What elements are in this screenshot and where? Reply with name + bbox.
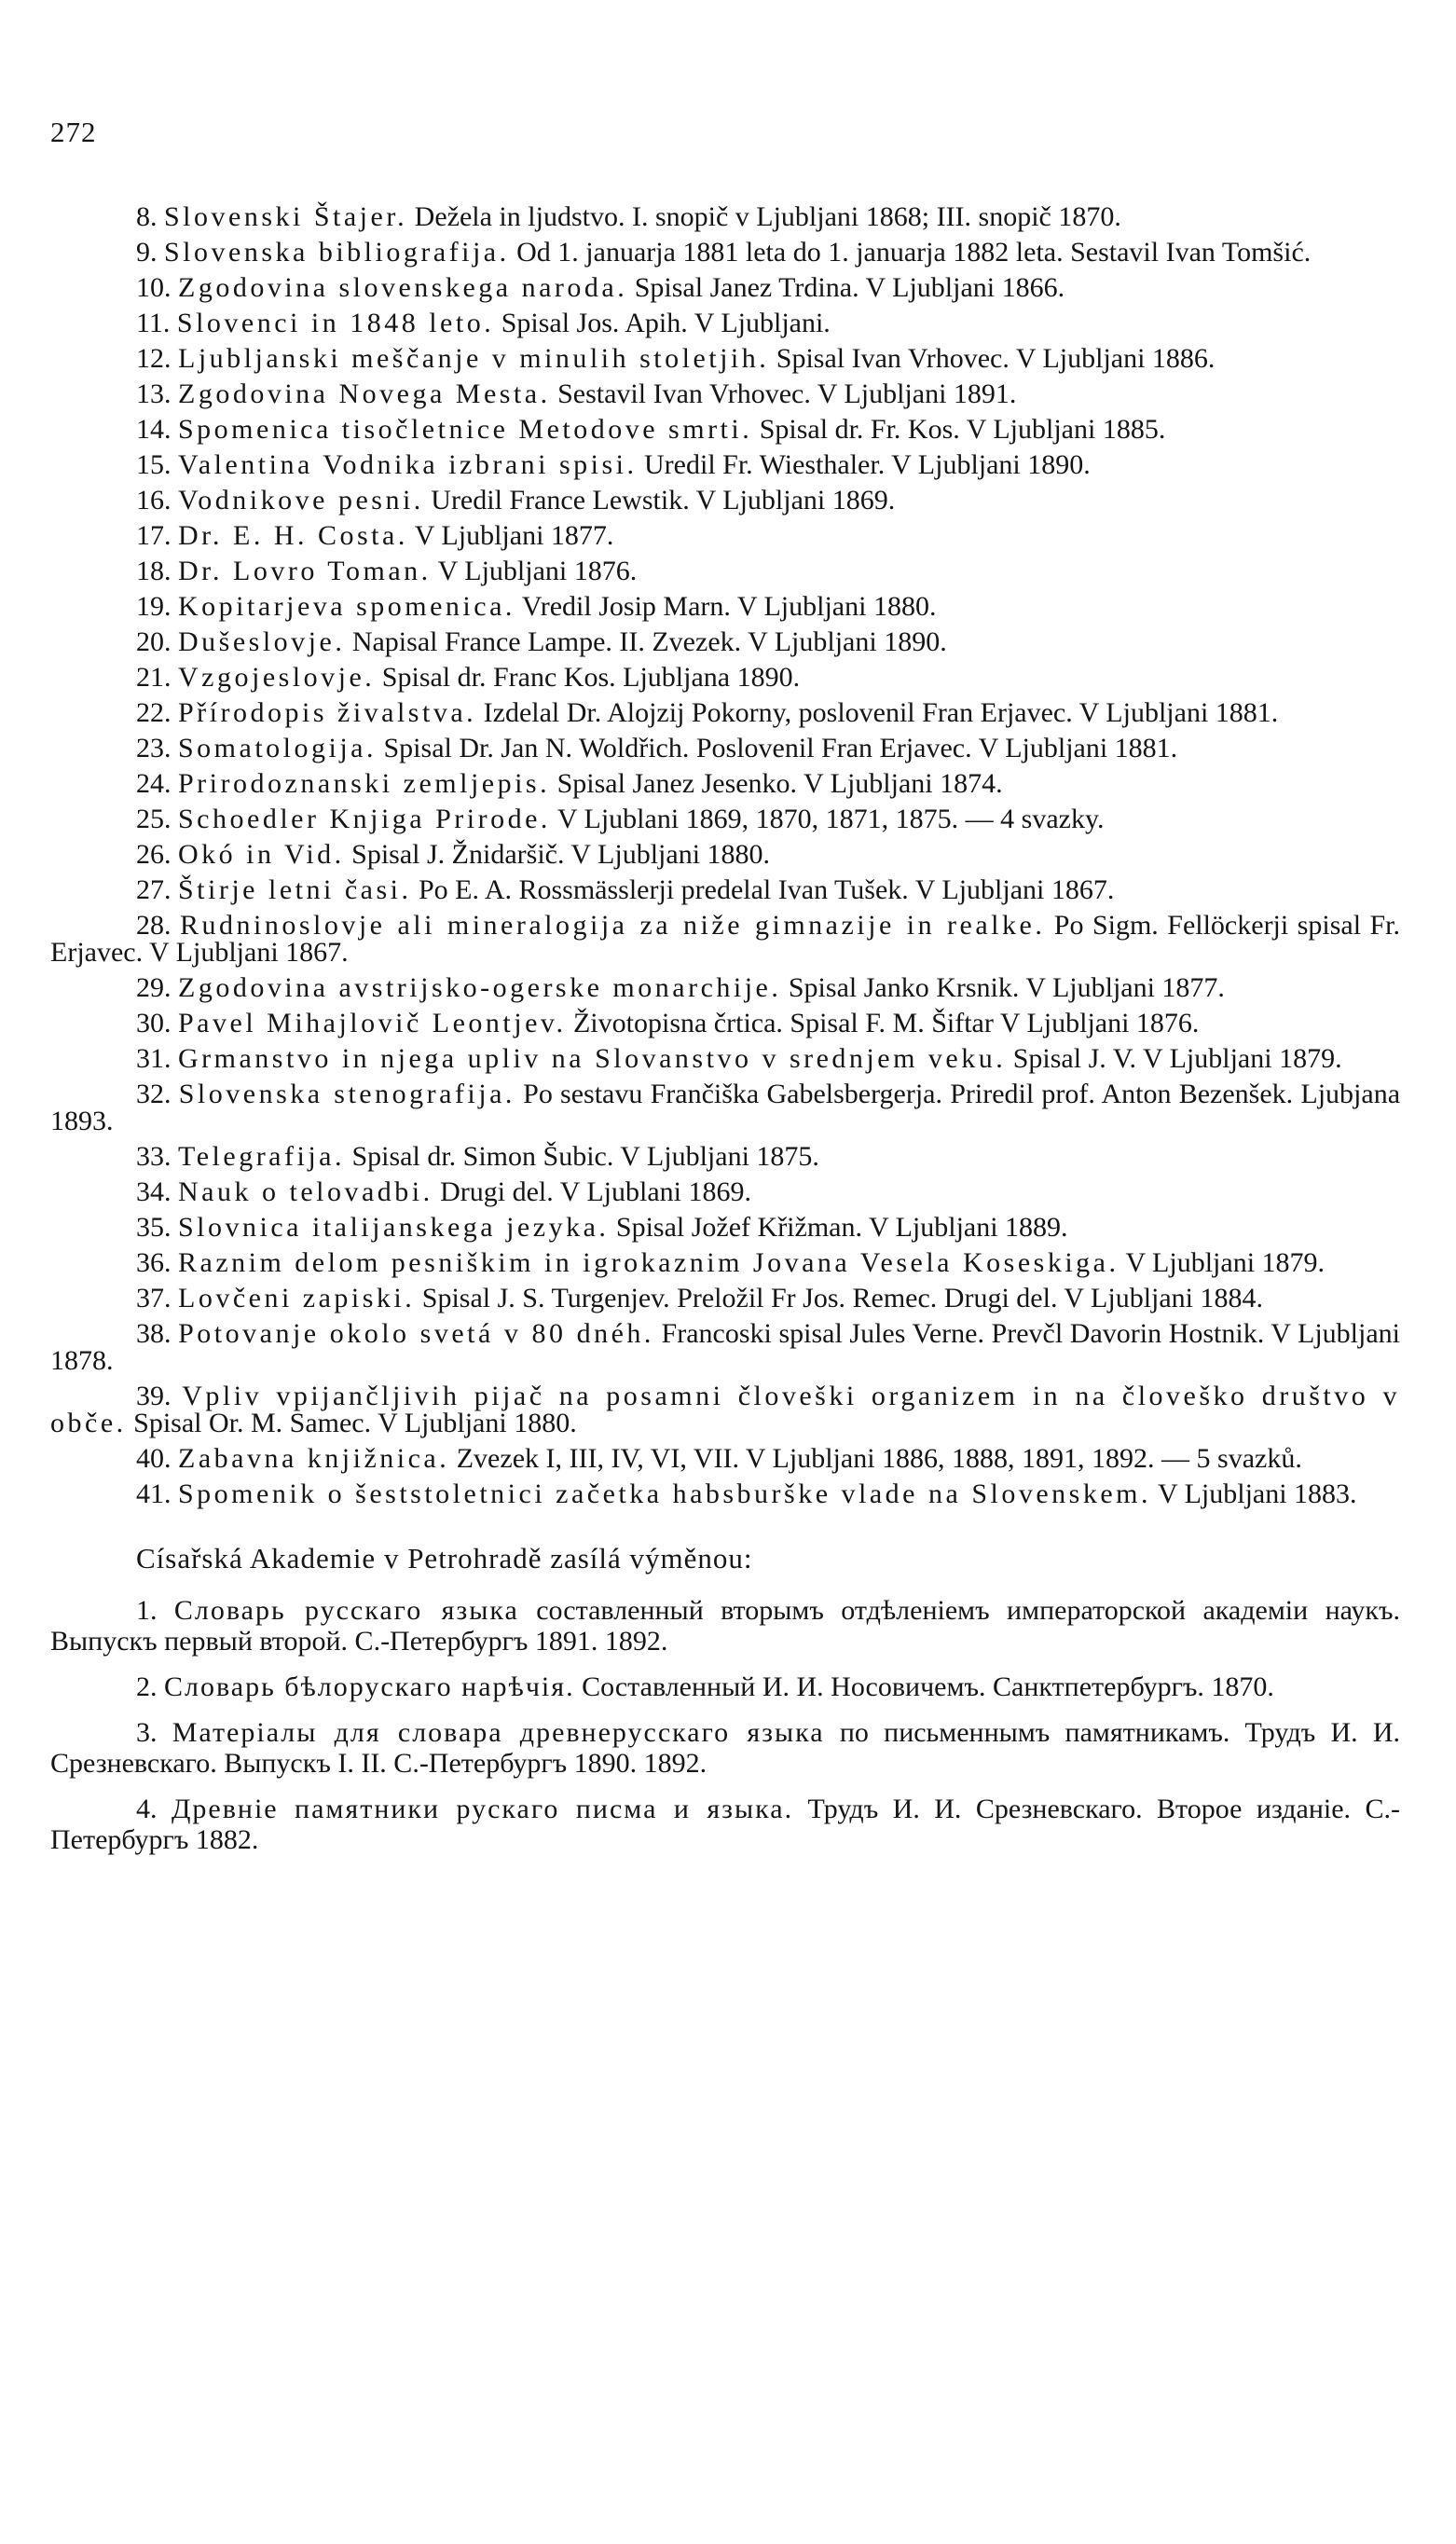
bibliography-entry <box>50 974 1400 1001</box>
bibliography-entry <box>50 1717 1400 1779</box>
entry-title: Словарь бѣлорускаго нарѣчія. <box>164 1671 575 1702</box>
entry-number: 2. <box>136 1671 158 1702</box>
bibliography-entry <box>50 770 1400 797</box>
slovene-entry-list <box>50 203 1400 1507</box>
entry-number: 33. <box>136 1141 172 1172</box>
bibliography-entry <box>50 522 1400 549</box>
entry-number: 15. <box>136 449 172 480</box>
entry-title: Slovenci in 1848 leto. <box>176 308 495 338</box>
entry-details: Drugi del. V Ljublani 1869. <box>440 1176 751 1207</box>
entry-title: Prirodoznanski zemljepis. <box>178 768 551 799</box>
entry-number: 40. <box>136 1443 172 1474</box>
bibliography-entry <box>50 451 1400 478</box>
entry-details: Spisal Or. M. Samec. V Ljubljani 1880. <box>133 1408 577 1438</box>
entry-number: 20. <box>136 626 172 657</box>
entry-title: Okó in Vid. <box>178 839 345 870</box>
entry-title: Schoedler Knjiga Prirode. <box>178 804 551 834</box>
bibliography-entry <box>50 735 1400 762</box>
entry-number: 28. <box>136 910 172 941</box>
entry-number: 35. <box>136 1212 172 1243</box>
entry-details: Životopisna črtica. Spisal F. M. Šiftar V Ljubljani 1876. <box>572 1008 1200 1038</box>
bibliography-entry <box>50 1480 1400 1507</box>
entry-number: 29. <box>136 972 172 1003</box>
entry-details: Uredil Fr. Wiesthaler. V Ljubljani 1890. <box>644 449 1091 480</box>
entry-number: 3. <box>136 1717 158 1748</box>
entry-details: V Ljubljani 1879. <box>1125 1247 1326 1278</box>
bibliography-entry <box>50 1178 1400 1205</box>
russian-entry-list <box>50 1595 1400 1855</box>
entry-title: Матеріалы для словара древнерусскаго языка <box>172 1717 825 1748</box>
entry-title: Spomenica tisočletnice Metodove smrti. <box>178 414 753 445</box>
bibliography-entry <box>50 805 1400 832</box>
entry-number: 21. <box>136 662 172 693</box>
bibliography-entry <box>50 274 1400 301</box>
entry-details: Izdelal Dr. Alojzij Pokorny, poslovenil Fran Erjavec. V Ljubljani 1881. <box>483 697 1279 728</box>
entry-number: 14. <box>136 414 172 445</box>
entry-details: Zvezek I, III, IV, VI, VII. V Ljubljani 1886, 1888, 1891, 1892. — 5 svazků. <box>456 1443 1302 1474</box>
entry-number: 1. <box>136 1595 158 1626</box>
entry-title: Slovenski Štajer. <box>164 201 408 232</box>
bibliography-entry <box>50 1671 1400 1702</box>
entry-title: Valentina Vodnika izbrani spisi. <box>178 449 638 480</box>
entry-details: Spisal Jožef Křižman. V Ljubljani 1889. <box>615 1212 1068 1243</box>
entry-title: Štirje letni časi. <box>178 874 412 905</box>
entry-number: 11. <box>136 308 171 338</box>
entry-details: составленный вторымъ отдѣленіемъ императорской академіи наукъ. Выпускъ первый второй. С.-Петербургъ 1891. 1892. <box>50 1595 1401 1657</box>
entry-number: 18. <box>136 556 172 586</box>
entry-title: Zgodovina Novega Mesta. <box>178 378 551 409</box>
entry-details: Napisal France Lampe. II. Zvezek. V Ljubljani 1890. <box>351 626 947 657</box>
section-heading: Císařská Akademie v Petrohradě zasílá výměnou: <box>136 1542 753 1575</box>
entry-number: 12. <box>136 343 172 374</box>
bibliography-entry <box>50 876 1400 903</box>
entry-number: 24. <box>136 768 172 799</box>
bibliography-entry <box>50 380 1400 407</box>
bibliography-entry <box>50 239 1400 266</box>
entry-title: Grmanstvo in njega upliv na Slovanstvo v srednjem veku. <box>178 1043 1007 1074</box>
bibliography-entry <box>50 416 1400 443</box>
entry-title: Přírodopis živalstva. <box>178 697 477 728</box>
entry-title: Slovenska stenografija. <box>178 1079 515 1109</box>
entry-title: Pavel Mihajlovič Leontjev. <box>178 1008 567 1038</box>
entry-title: Древніе памятники рускаго писма и языка. <box>171 1794 794 1824</box>
bibliography-entry <box>50 628 1400 655</box>
entry-title: Dušeslovje. <box>178 626 346 657</box>
entry-number: 10. <box>136 272 172 303</box>
document-body <box>50 203 1400 1870</box>
bibliography-entry <box>50 664 1400 691</box>
entry-title: Dr. Lovro Toman. <box>178 556 432 586</box>
bibliography-entry <box>50 593 1400 620</box>
entry-title: Zgodovina slovenskega naroda. <box>178 272 628 303</box>
entry-details: Uredil France Lewstik. V Ljubljani 1869. <box>431 485 896 516</box>
entry-details: V Ljubljani 1877. <box>414 520 614 551</box>
bibliography-entry <box>50 1249 1400 1276</box>
entry-details: Dežela in ljudstvo. I. snopič v Ljubljani 1868; III. snopič 1870. <box>414 201 1121 232</box>
bibliography-entry <box>50 841 1400 868</box>
entry-title: Raznim delom pesniškim in igrokaznim Jovana Vesela Koseskiga. <box>178 1247 1119 1278</box>
entry-details: Spisal Janez Jesenko. V Ljubljani 1874. <box>556 768 1003 799</box>
entry-number: 39. <box>136 1381 172 1411</box>
bibliography-entry <box>50 699 1400 726</box>
entry-title: Nauk o telovadbi. <box>178 1176 433 1207</box>
bibliography-entry <box>50 1794 1400 1855</box>
entry-title: Словарь русскаго языка <box>173 1595 519 1626</box>
entry-number: 4. <box>136 1794 158 1824</box>
bibliography-entry <box>50 912 1400 966</box>
entry-details: Трудъ И. И. Срезневскаго. Второе изданіе. С.-Петербургъ 1882. <box>50 1794 1400 1855</box>
bibliography-entry <box>50 309 1400 337</box>
entry-number: 23. <box>136 733 172 763</box>
entry-title: Telegrafija. <box>178 1141 345 1172</box>
entry-number: 30. <box>136 1008 172 1038</box>
entry-details: V Ljublani 1869, 1870, 1871, 1875. — 4 svazky. <box>556 804 1105 834</box>
entry-title: Zgodovina avstrijsko-ogerske monarchije. <box>178 972 782 1003</box>
bibliography-entry <box>50 1010 1400 1037</box>
entry-number: 34. <box>136 1176 172 1207</box>
entry-title: Dr. E. H. Costa. <box>178 520 408 551</box>
bibliography-entry <box>50 203 1400 230</box>
entry-number: 8. <box>136 201 158 232</box>
entry-details: Spisal J. S. Turgenjev. Preložil Fr Jos. Remec. Drugi del. V Ljubljani 1884. <box>421 1283 1264 1313</box>
entry-details: Составленный И. И. Носовичемъ. Санктпетербургъ. 1870. <box>582 1671 1274 1702</box>
entry-title: Spomenik o šeststoletnici začetka habsburške vlade na Slovenskem. <box>178 1478 1151 1509</box>
entry-details: по письменнымъ памятникамъ. Трудъ И. И. Срезневскаго. Выпускъ I. II. С.-Петербургъ 1890. 1892. <box>50 1717 1401 1779</box>
bibliography-entry <box>50 1143 1400 1170</box>
bibliography-entry <box>50 557 1400 584</box>
entry-number: 32. <box>136 1079 172 1109</box>
entry-title: Vodnikove pesni. <box>178 485 424 516</box>
bibliography-entry <box>50 1382 1400 1437</box>
entry-details: Od 1. januarja 1881 leta do 1. januarja 1882 leta. Sestavil Ivan Tomšić. <box>516 237 1312 268</box>
entry-details: Po Sigm. Fellöckerji spisal Fr. Erjavec. V Ljubljani 1867. <box>50 910 1401 968</box>
entry-details: Spisal dr. Franc Kos. Ljubljana 1890. <box>381 662 801 693</box>
entry-number: 27. <box>136 874 172 905</box>
entry-number: 38. <box>136 1318 172 1349</box>
entry-details: Spisal Jos. Apih. V Ljubljani. <box>501 308 831 338</box>
entry-number: 22. <box>136 697 172 728</box>
bibliography-entry <box>50 1045 1400 1072</box>
entry-title: Slovnica italijanskega jezyka. <box>178 1212 610 1243</box>
entry-number: 17. <box>136 520 172 551</box>
bibliography-entry <box>50 487 1400 514</box>
bibliography-entry <box>50 1285 1400 1312</box>
entry-number: 37. <box>136 1283 172 1313</box>
entry-details: Spisal Dr. Jan N. Woldřich. Poslovenil Fran Erjavec. V Ljubljani 1881. <box>383 733 1178 763</box>
entry-number: 31. <box>136 1043 172 1074</box>
entry-number: 41. <box>136 1478 172 1509</box>
entry-title: Kopitarjeva spomenica. <box>178 591 515 622</box>
entry-title: Vzgojeslovje. <box>178 662 376 693</box>
entry-details: V Ljubljani 1883. <box>1157 1478 1357 1509</box>
entry-title: Slovenska bibliografija. <box>164 237 510 268</box>
bibliography-entry <box>50 1080 1400 1134</box>
entry-details: Spisal dr. Simon Šubic. V Ljubljani 1875. <box>351 1141 819 1172</box>
entry-number: 25. <box>136 804 172 834</box>
entry-details: Francoski spisal Jules Verne. Prevčl Davorin Hostnik. V Ljubljani 1878. <box>50 1318 1401 1376</box>
page-number: 272 <box>50 116 97 148</box>
bibliography-entry <box>50 1320 1400 1374</box>
entry-details: Spisal dr. Fr. Kos. V Ljubljani 1885. <box>759 414 1166 445</box>
entry-title: Rudninoslovje ali mineralogija za niže gimnazije in realke. <box>179 910 1046 941</box>
entry-details: Po sestavu Frančiška Gabelsbergerja. Priredil prof. Anton Bezenšek. Ljubjana 1893. <box>50 1079 1401 1136</box>
entry-number: 26. <box>136 839 172 870</box>
entry-details: Spisal Ivan Vrhovec. V Ljubljani 1886. <box>776 343 1216 374</box>
entry-details: Vredil Josip Marn. V Ljubljani 1880. <box>521 591 937 622</box>
entry-details: Spisal Janko Krsnik. V Ljubljani 1877. <box>788 972 1225 1003</box>
entry-details: Spisal J. V. V Ljubljani 1879. <box>1012 1043 1342 1074</box>
entry-details: Spisal J. Žnidaršič. V Ljubljani 1880. <box>351 839 771 870</box>
entry-details: Spisal Janez Trdina. V Ljubljani 1866. <box>634 272 1065 303</box>
bibliography-entry <box>50 1595 1400 1657</box>
bibliography-entry <box>50 1214 1400 1241</box>
entry-title: Zabavna knjižnica. <box>178 1443 450 1474</box>
entry-number: 19. <box>136 591 172 622</box>
entry-title: Somatologija. <box>178 733 377 763</box>
entry-title: Ljubljanski meščanje v minulih stoletjih. <box>178 343 770 374</box>
entry-number: 13. <box>136 378 172 409</box>
entry-details: V Ljubljani 1876. <box>437 556 638 586</box>
entry-details: Sestavil Ivan Vrhovec. V Ljubljani 1891. <box>557 378 1017 409</box>
entry-number: 36. <box>136 1247 172 1278</box>
bibliography-entry <box>50 345 1400 372</box>
entry-details: Po E. A. Rossmässlerji predelal Ivan Tušek. V Ljubljani 1867. <box>418 874 1115 905</box>
bibliography-entry <box>50 1445 1400 1472</box>
entry-title: Potovanje okolo svetá v 80 dnéh. <box>178 1318 654 1349</box>
entry-number: 16. <box>136 485 172 516</box>
entry-title: Vpliv vpijančljivih pijač na posamni človeški organizem in na človeško društvo v obče. <box>50 1381 1400 1438</box>
entry-number: 9. <box>136 237 158 268</box>
entry-title: Lovčeni zapiski. <box>178 1283 416 1313</box>
